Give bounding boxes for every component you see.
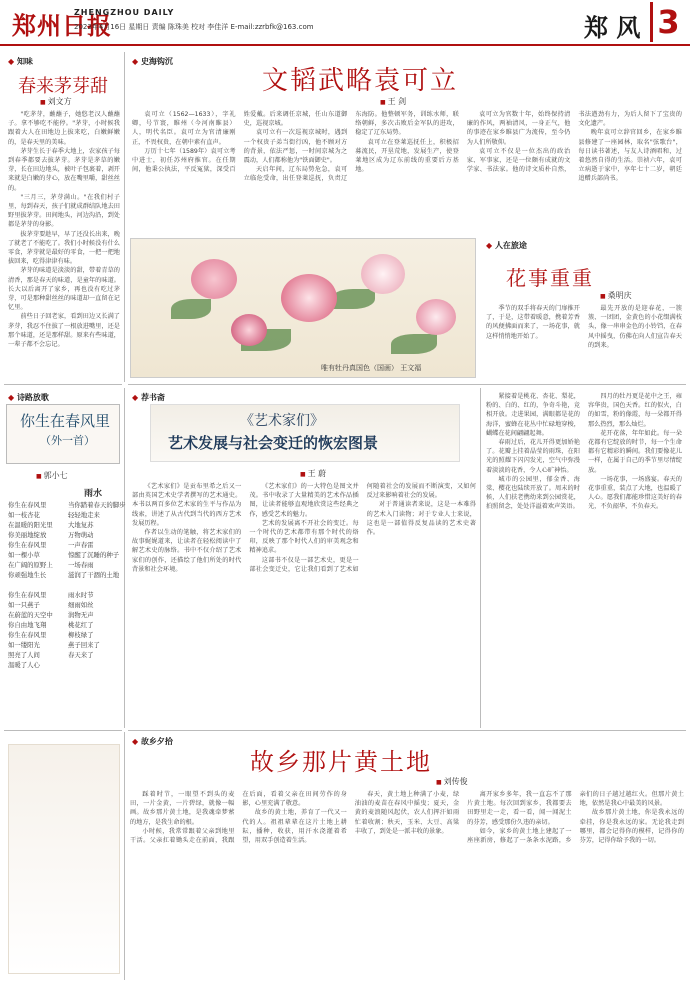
- poem-line: 温暖了人心: [8, 661, 40, 669]
- poem-line: 轻轻地走来: [68, 511, 100, 519]
- poem-line: 细雨如丝: [68, 601, 94, 609]
- paragraph: 如今，家乡的黄土地上建起了一座座新房，修起了一条条水泥路，乡亲们的日子越过越红火。但那片黄土地，依然是我心中最美的风景。: [467, 791, 684, 845]
- article-author-wen-tao: ■ 王 剑: [380, 96, 406, 107]
- paragraph: "吃茅芽，蘸蘸子，她悠老汉人蘸蘸子。拿不够吃不能停。"茅芽，小时候我跟着大人在田地边上拔来吃，白嫩鲜嫩的，是春天里的美味。: [8, 111, 120, 146]
- poem-line: 大地复苏: [68, 521, 94, 529]
- poem-section-title: 雨水: [84, 489, 103, 499]
- poem-line: [8, 580, 53, 590]
- section-divider: [4, 384, 122, 385]
- paragraph: 茅芽生长于春季大地上，农家孩子每到春季都要去拔茅芽。茅芽是茅草的嫩芽，长在田边地头，被叶子包裹着，剥开来就是白嫩的芽心，放在嘴里嚼，甜丝丝的。: [8, 147, 120, 192]
- paragraph: 晚年袁可立辞官回乡，在家乡睢县修建了一座园林，取名"弦歌台"，每日读书著述，与友人诗酒唱和，过着悠然自得的生活。崇祯六年，袁可立病逝于家中，享年七十二岁，朝廷追赠兵部尚书。: [578, 129, 682, 183]
- article-body-hua-shi-part2: [486, 392, 682, 726]
- paragraph: 拔茅芽要趁早，早了还没长出来，晚了就老了不能吃了。我们小时候没有什么零食，茅芽就是最好的零食，一把一把地拔回来，吃得津津有味。: [8, 230, 120, 266]
- paragraph: 袁可立（1562—1633），字礼卿，号节寰，睢州（今河南睢县）人，明代名臣。袁可立为官清廉刚正，不畏权贵，在朝中素有直声。: [132, 111, 236, 146]
- paragraph: 天启年间，辽东局势危急，袁可立临危受命，出任登莱巡抚，负责辽东海防。他整顿军务，训练水师，联络朝鲜，多次击败后金军队的进攻，稳定了辽东局势。: [243, 111, 459, 183]
- poem-line: 在温暖的阳光里: [8, 521, 53, 529]
- paragraph: 对于普通读者来说，这是一本难得的艺术入门读物；对于专业人士来说，这也是一部值得反复品读的艺术史著作。: [366, 501, 476, 537]
- poem-line: 你生在春风里: [8, 591, 47, 599]
- column-label-shi-ge: ◆ 诗路放歌: [8, 393, 49, 402]
- paragraph: 袁可立有一次巡视京城时，遇到一个权贵子弟当街行凶，他不顾对方的背景，依法严惩，一时间京城为之震动，人们都称他为"铁面御史"。: [243, 129, 348, 165]
- poem-line: 春天来了: [68, 651, 94, 659]
- paragraph: 春雨过后，花儿开得更加娇艳了。花瓣上挂着晶莹的雨珠，在阳光的照耀下闪闪发光，空气中弥漫着淡淡的花香，令人心旷神怡。: [486, 439, 580, 474]
- article-body-gu-xiang: [130, 790, 684, 980]
- column-label-guo-shi: ◆ 史海钩沉: [132, 57, 173, 66]
- poem-line: 你生在春风里: [8, 501, 47, 509]
- article-title-book: 艺术发展与社会变迁的恢宏图景: [168, 434, 379, 452]
- poem-line: 一声春雷: [68, 541, 94, 549]
- article-body-book: [132, 482, 476, 726]
- paragraph: 这部书不仅是一部艺术史，更是一部社会变迁史，它让我们看到了艺术如何随着社会的发展而不断演变，又如何反过来影响着社会的发展。: [249, 483, 476, 573]
- paragraph: 前些日子回老家，看到田边又长满了茅芽，我忍不住拔了一根放进嘴里，还是那个味道，还是那样甜。原来有些味道，一辈子都不会忘记。: [8, 313, 120, 349]
- article-title-wen-tao-wu-lue: 文韬武略袁可立: [262, 66, 459, 96]
- poem-line: 桃花红了: [68, 621, 94, 629]
- paragraph: "三月三，茅芽满山。"在我们村子里，每到春天，孩子们就成群结队地去田野里拔茅芽。田间地头，河边沟沿，到处都是茅芽的身影。: [8, 193, 120, 229]
- paragraph: 袁可立在登莱巡抚任上，积极招募流民，开垦荒地，发展生产，使登莱地区成为辽东前线的重要后方基地。: [355, 138, 459, 174]
- poem-line: [68, 580, 126, 590]
- poem-line: 如一枝杏花: [8, 511, 40, 519]
- paragraph: 花开花落，年年如此。每一朵花都有它绽放的时节，每一个生命都有它精彩的瞬间。我们要像花儿一样，在属于自己的季节里尽情绽放。: [588, 429, 682, 474]
- poem-line: 柳枝绿了: [68, 631, 94, 639]
- article-body-hua-shi-part1: [486, 304, 682, 380]
- paragraph: 四月的牡丹更是花中之王，雍容华贵，国色天香。红的似火，白的如雪，粉的像霞，每一朵都开得那么热烈，那么灿烂。: [588, 393, 682, 428]
- poem-line: 惊醒了沉睡的种子: [68, 551, 120, 559]
- poem-line: 在广阔的原野上: [8, 561, 53, 569]
- paragraph: 踩着时节，一眼望不到头的麦田，一片金黄，一片碧绿，就像一幅画。故乡那片黄土地，是我魂牵梦萦的地方，是我生命的根。: [130, 791, 235, 826]
- paragraph: 春天，黄土地上种满了小麦，绿油油的麦苗在春风中摇曳；夏天，金黄的麦浪随风起伏，农人们挥汗如雨忙着收割；秋天，玉米、大豆、高粱丰收了，到处是一派丰收的景象。: [354, 791, 460, 835]
- column-divider: [124, 732, 125, 980]
- paragraph: 故乡的黄土地，养育了一代又一代的人。祖祖辈辈在这片土地上耕耘，播种，收获，用汗水浇灌着希望，用双手创造着生活。: [242, 809, 347, 845]
- article-title-hua-shi-chong-chong: 花事重重: [506, 266, 594, 290]
- poem-line: 在蔚蓝的天空中: [8, 611, 53, 619]
- peony-flower: [281, 274, 337, 322]
- poem-line: 如一棵小草: [8, 551, 40, 559]
- peony-flower: [361, 254, 405, 294]
- article-body-wen-tao: [132, 110, 682, 234]
- peony-flower: [416, 299, 456, 335]
- painting-leaf: [171, 299, 211, 319]
- column-label-chun-cha: ◆ 知味: [8, 57, 33, 66]
- poem-line: 你生在春风里: [8, 541, 47, 549]
- article-title-gu-xiang-huang-tu-di: 故乡那片黄土地: [250, 748, 432, 776]
- poem-line: 照亮了人间: [8, 651, 40, 659]
- peony-painting: [130, 238, 476, 378]
- painting-leaf: [391, 334, 437, 354]
- newspaper-english-name: ZHENGZHOU DAILY: [74, 8, 175, 17]
- painting-leaf: [331, 289, 375, 309]
- paragraph: 作者以生动的笔触，将艺术家们的故事娓娓道来，让读者在轻松阅读中了解艺术史的脉络。书中不仅介绍了艺术家们的创作，还描绘了他们所处的时代背景和社会环境。: [132, 529, 242, 573]
- page-number: 3: [650, 2, 684, 42]
- poem-line: 燕子回来了: [68, 641, 100, 649]
- poem-author: ■ 郭小七: [36, 470, 68, 481]
- section-name: 郑 风: [584, 13, 641, 42]
- poem-line: 雨水时节: [68, 591, 94, 599]
- poem-line: 当你踏着春天的脚步: [68, 501, 126, 509]
- newspaper-logo: 郑州日报: [12, 11, 112, 40]
- paragraph: 袁可立不仅是一位杰出的政治家、军事家，还是一位颇有成就的文学家、书法家。他的诗文质朴自然，书法遒劲有力，为后人留下了宝贵的文化遗产。: [466, 111, 682, 174]
- poem-line: 滋润了干涸的土地: [68, 571, 120, 579]
- article-title-chun-lai-mao-ya-tian: 春来茅芽甜: [18, 76, 108, 97]
- article-author-book: ■ 王 蔚: [300, 468, 326, 479]
- masthead: [0, 0, 690, 46]
- book-cover-title: 《艺术家们》: [240, 413, 324, 429]
- issue-info: 2023年4月16日 星期日 责编 陈珠美 校对 李佳洋 E-mail:zzrbfk@163.com: [74, 23, 314, 31]
- paragraph: 小时候，我常常跟着父亲到地里干活。父亲扛着锄头走在前面，我跟在后面，看着父亲在田间劳作的身影，心里充满了敬意。: [130, 791, 347, 845]
- paragraph: 《艺术家们》的一大特色是图文并茂。书中收录了大量精美的艺术作品插图，让读者能够直观地欣赏这些经典之作，感受艺术的魅力。: [249, 483, 359, 518]
- paragraph: 万历十七年（1589年）袁可立考中进士，初任苏州府推官。在任期间，他秉公执法，平反冤狱，深受百姓爱戴。后来调任京城，任山东道御史，巡视京城。: [132, 111, 348, 174]
- article-body-chun-cha: [8, 110, 120, 380]
- paragraph: 茅芽的味道是淡淡的甜，带着青草的清香，那是春天的味道，是童年的味道。长大以后离开了家乡，再也没有吃过茅芽，可是那种甜丝丝的味道却一直留在记忆里。: [8, 267, 120, 312]
- article-author-gu-xiang: ■ 刘传俊: [436, 776, 468, 787]
- paragraph: 艺术的发展离不开社会的变迁。每一个时代的艺术都带有那个时代的烙印，反映了那个时代人们的审美观念和精神追求。: [249, 519, 359, 555]
- column-label-zhu-shu: ◆ 荐书斋: [132, 393, 165, 402]
- paragraph: 城市的公园里，郁金香、海棠、樱花也陆续开放了。周末的时候，人们扶老携幼来到公园赏花，拍照留念，处处洋溢着欢声笑语。: [486, 475, 580, 511]
- paragraph: 一场花事，一场盛宴。春天的花事重重，装点了大地，也温暖了人心。愿我们都能珍惜这美好的春光，不负韶华，不负春天。: [588, 475, 682, 511]
- poem-line: 润物无声: [68, 611, 94, 619]
- poem-line: 如一只燕子: [8, 601, 40, 609]
- section-divider: [4, 730, 122, 731]
- section-divider: [128, 384, 686, 385]
- article-author-chun-cha: ■ 刘文方: [40, 96, 72, 107]
- section-divider: [128, 730, 686, 731]
- poem-title: 你生在春风里: [20, 412, 111, 430]
- decorative-panel: [8, 744, 120, 974]
- paragraph: 季节的双手将春天的门扉推开了，于是，这带着暖意，携着芳香的风便拂面而来了，一场花事，就这样悄悄地开始了。: [486, 305, 580, 340]
- poem-line: 你生在春风里: [8, 631, 47, 639]
- poem-line: 万物萌动: [68, 531, 94, 539]
- article-author-hua-shi: ■ 桑明庆: [600, 290, 632, 301]
- poem-line: 你自由地飞翔: [8, 621, 47, 629]
- column-divider: [480, 388, 481, 728]
- peony-flower: [191, 259, 237, 299]
- painting-caption: 唯有牡丹真国色（国画） 王文福: [321, 364, 422, 372]
- column-label-ren-zai-yi-xiang: ◆ 人在旅途: [486, 241, 527, 250]
- poem-line: 如一缕阳光: [8, 641, 40, 649]
- paragraph: 《艺术家们》是贡布里希之后又一部由英国艺术史学者撰写的艺术通史。本书以两百多位艺术家的生平与作品为线索，讲述了从古代到当代的西方艺术发展历程。: [132, 483, 242, 527]
- poem-column-1: [8, 500, 53, 670]
- peony-flower: [231, 314, 267, 346]
- column-label-gu-xiang: ◆ 故乡夕拾: [132, 737, 173, 746]
- paragraph: 袁可立为官数十年，始终保持清廉的作风，两袖清风，一身正气，他的事迹在家乡睢县广为流传，至今仍为人们所敬仰。: [466, 111, 571, 146]
- paragraph: 紧接着是桃花、杏花、梨花，粉的、白的、红的，争奇斗艳，竞相开放。走进果园，满眼都是花的海洋，蜜蜂在花丛中忙碌地穿梭，蝴蝶在花间翩翩起舞。: [486, 393, 580, 437]
- paragraph: 离开家乡多年，我一直忘不了那片黄土地。每次回到家乡，我都要去田野里走一走，看一看，闻一闻泥土的芬芳，感受那份久违的亲切。: [467, 791, 572, 826]
- paragraph: 最先开放的是迎春花，一簇簇、一团团，金黄色的小花缀满枝头，像一串串金色的小铃铛，在春风中摇曳，仿佛在向人们宣告春天的到来。: [588, 305, 682, 349]
- poem-line: 一场春雨: [68, 561, 94, 569]
- poem-line: 你美丽地绽放: [8, 531, 47, 539]
- poem-subtitle: （外一首）: [40, 434, 95, 447]
- poem-column-2: [68, 500, 126, 660]
- poem-line: 你顽强地生长: [8, 571, 47, 579]
- column-divider: [124, 52, 125, 382]
- paragraph: 故乡那片黄土地，你是我永远的牵挂，你是我永远的家。无论我走到哪里，都会记得你的模样，记得你的芬芳，记得你给予我的一切。: [579, 809, 684, 845]
